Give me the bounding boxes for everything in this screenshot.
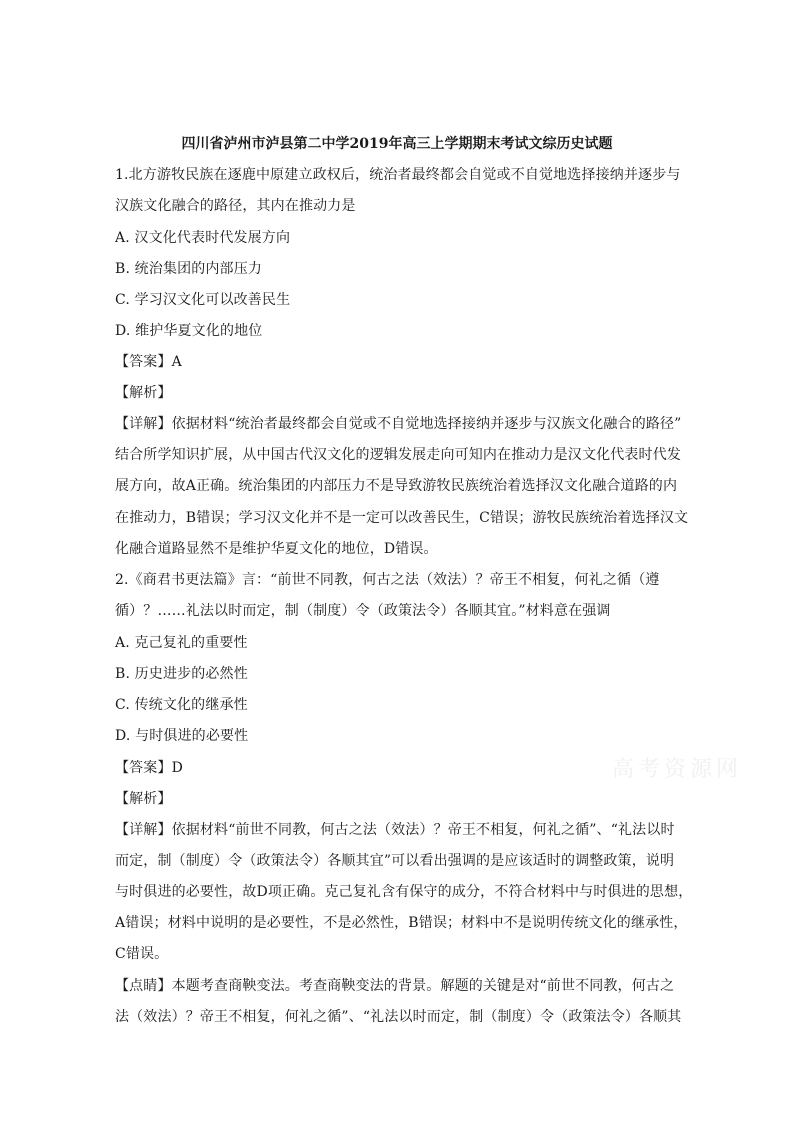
q2-option-d: D. 与时俱进的必要性 [115, 728, 249, 744]
q1-detail-line-3: 展方向，故A正确。统治集团的内部压力不是导致游牧民族统治着选择汉文化融合道路的内 [115, 478, 678, 494]
q2-analysis-label: 【解析】 [115, 791, 172, 807]
q1-detail-line-4: 在推动力，B错误；学习汉文化并不是一定可以改善民生，C错误；游牧民族统治着选择汉文 [115, 510, 689, 526]
q1-stem-line-1: 1.北方游牧民族在逐鹿中原建立政权后，统治者最终都会自觉或不自觉地选择接纳并逐步与 [115, 167, 681, 183]
q1-option-d: D. 维护华夏文化的地位 [115, 323, 263, 339]
q1-detail-line-2: 结合所学知识扩展，从中国古代汉文化的逻辑发展走向可知内在推动力是汉文化代表时代发 [115, 447, 681, 463]
q2-option-b: B. 历史进步的必然性 [115, 666, 248, 682]
q2-stem-line-1: 2.《商君书更法篇》言：“前世不同教，何古之法（效法）？帝王不相复，何礼之循（遵 [115, 572, 660, 588]
q1-detail-line-5: 化融合道路显然不是维护华夏文化的地位，D错误。 [115, 541, 438, 557]
q1-option-a: A. 汉文化代表时代发展方向 [115, 230, 291, 246]
q1-option-c: C. 学习汉文化可以改善民生 [115, 292, 291, 308]
q1-answer: 【答案】A [115, 354, 182, 370]
q2-detail-line-4: A错误；材料中说明的是必要性，不是必然性，B错误；材料中不是说明传统文化的继承性， [115, 915, 688, 931]
q1-detail-line-1: 【详解】依据材料“统治者最终都会自觉或不自觉地选择接纳并逐步与汉族文化融合的路径” [115, 416, 682, 432]
q2-detail-line-5: C错误。 [115, 946, 169, 962]
q2-option-a: A. 克己复礼的重要性 [115, 635, 248, 651]
q2-option-c: C. 传统文化的继承性 [115, 697, 248, 713]
q2-detail-line-1: 【详解】依据材料“前世不同教，何古之法（效法）？帝王不相复，何礼之循”、“礼法以时 [115, 822, 675, 838]
watermark: 高考资源网 [612, 757, 743, 782]
q2-stem-line-2: 循）？……礼法以时而定，制（制度）令（政策法令）各顺其宜。”材料意在强调 [115, 603, 611, 619]
q1-stem-line-2: 汉族文化融合的路径，其内在推动力是 [115, 198, 356, 214]
q2-tip-line-2: 法（效法）？帝王不相复，何礼之循”、“礼法以时而定，制（制度）令（政策法令）各顺其 [115, 1009, 682, 1025]
q1-option-b: B. 统治集团的内部压力 [115, 261, 262, 277]
page-title: 四川省泸州市泸县第二中学2019年高三上学期期末考试文综历史试题 [181, 136, 613, 152]
q2-answer: 【答案】D [115, 760, 183, 776]
q2-detail-line-2: 而定，制（制度）令（政策法令）各顺其宜”可以看出强调的是应该适时的调整政策，说明 [115, 853, 675, 869]
q1-analysis-label: 【解析】 [115, 385, 172, 401]
q2-detail-line-3: 与时俱进的必要性，故D项正确。克己复礼含有保守的成分，不符合材料中与时俱进的思想， [115, 884, 693, 900]
q2-tip-line-1: 【点睛】本题考查商鞅变法。考查商鞅变法的背景。解题的关键是对“前世不同教，何古之 [115, 978, 675, 994]
